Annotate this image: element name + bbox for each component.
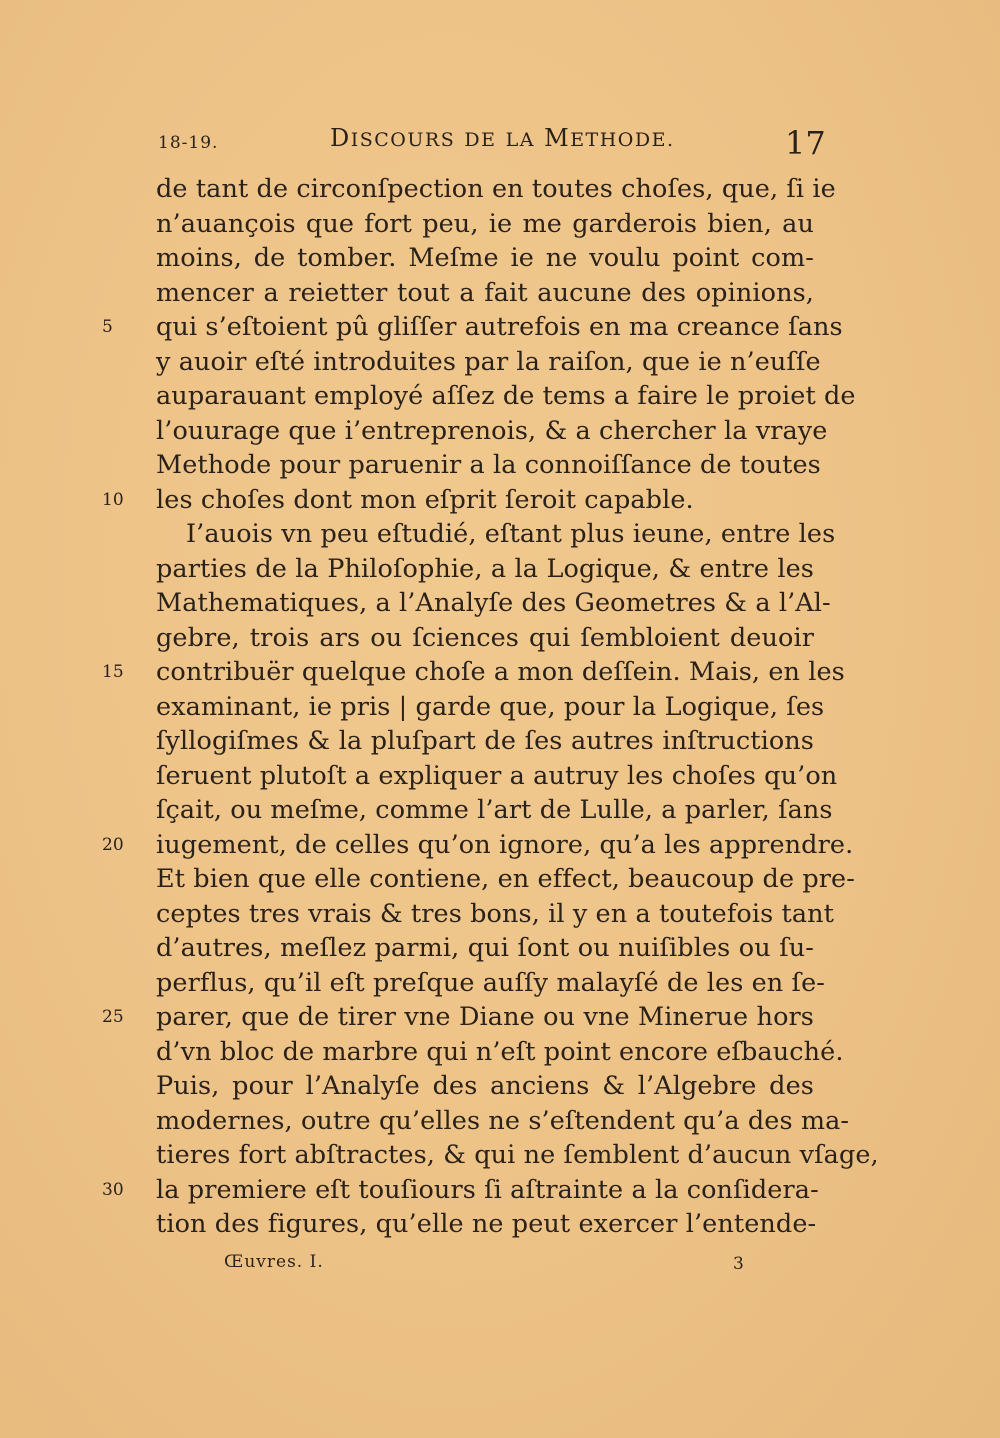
text-line	[156, 862, 855, 897]
text-line	[102, 1000, 814, 1035]
text-line	[156, 1069, 814, 1104]
text-line	[156, 276, 814, 311]
text-line	[156, 207, 814, 242]
line-text: tion des figures, qu’elle ne peut exercer l’entende-	[156, 1209, 817, 1239]
line-text: modernes, outre qu’elles ne s’eſtendent qu’a des ma-	[156, 1105, 850, 1136]
line-text: examinant, ie pris | garde que, pour la Logique, ſes	[156, 691, 825, 722]
line-text: y auoir eſté introduites par la raiſon, que ie n’euſſe	[156, 346, 821, 377]
line-number: 15	[102, 662, 124, 682]
text-line	[156, 345, 821, 380]
text-line	[156, 1104, 850, 1139]
line-text: Puis, pour l’Analyſe des anciens & l’Algebre des	[156, 1071, 814, 1101]
page-number: 17	[785, 124, 826, 162]
line-text: ſçait, ou meſme, comme l’art de Lulle, a parler, ſans	[156, 795, 833, 825]
line-number: 30	[102, 1179, 124, 1200]
running-title-initial-d: D	[330, 124, 351, 152]
line-text: les choſes dont mon eſprit ſeroit capable.	[156, 484, 694, 515]
text-line	[156, 793, 833, 828]
running-title-word-1: ISCOURS	[350, 129, 456, 151]
line-text: de tant de circonſpection en toutes choſes, que, ſi ie	[156, 174, 836, 204]
text-line	[156, 448, 821, 483]
text-line	[156, 172, 836, 207]
text-line	[156, 552, 814, 587]
line-text: Methode pour paruenir a la connoiſſance de toutes	[156, 450, 821, 480]
line-text: Et bien que elle contiene, en effect, beaucoup de pre-	[156, 864, 855, 894]
signature-mark: Œuvres. I.	[224, 1252, 324, 1272]
line-text: tieres fort abſtractes, & qui ne ſemblent d’aucun vſage,	[156, 1140, 879, 1170]
line-text: auparauant employé aſſez de tems a faire le proiet de	[156, 381, 856, 411]
line-text: mencer a reietter tout a fait aucune des opinions,	[156, 277, 814, 308]
line-number: 25	[102, 1007, 124, 1027]
text-line	[156, 897, 834, 932]
line-text: contribuër quelque choſe a mon deſſein. Mais, en les	[156, 657, 845, 687]
line-text: ſyllogiſmes & la pluſpart de ſes autres inſtructions	[156, 726, 814, 756]
line-text: d’autres, meſlez parmi, qui ſont ou nuiſibles ou ſu-	[156, 933, 814, 963]
line-text: gebre, trois ars ou ſciences qui ſembloient deuoir	[156, 622, 814, 653]
line-text: qui s’eſtoient pû gliſſer autrefois en ma creance ſans	[156, 312, 843, 342]
text-line	[156, 759, 838, 794]
line-number: 20	[102, 834, 124, 855]
running-title-initial-m: M	[544, 124, 571, 152]
text-line	[156, 241, 814, 276]
text-line	[156, 966, 825, 1001]
text-line	[156, 724, 814, 759]
text-body	[102, 172, 879, 1242]
running-title-word-3: LA	[505, 129, 535, 151]
line-text: Mathematiques, a l’Analyſe des Geometres & a l’Al-	[156, 588, 831, 618]
running-title-word-4: ETHODE.	[570, 129, 675, 151]
text-line	[102, 655, 845, 690]
text-line	[156, 1138, 879, 1173]
line-text: la premiere eſt touſiours ſi aſtrainte a la conſidera-	[156, 1174, 819, 1205]
line-number: 10	[102, 489, 124, 510]
signature-number: 3	[733, 1254, 744, 1274]
line-text: l’ouurage que i’entreprenois, & a chercher la vraye	[156, 415, 828, 446]
text-line	[156, 517, 836, 552]
line-text: parer, que de tirer vne Diane ou vne Minerue hors	[156, 1002, 814, 1032]
running-title-word-2: DE	[464, 129, 497, 151]
line-number: 5	[102, 317, 113, 337]
line-text: n’auançois que fort peu, ie me garderois bien, au	[156, 208, 814, 239]
line-text: I’auois vn peu eſtudié, eſtant plus ieune, entre les	[186, 519, 836, 549]
running-title	[330, 124, 675, 152]
line-text: perflus, qu’il eſt preſque auſſy malayſé de les en ſe-	[156, 967, 825, 998]
text-line	[102, 310, 843, 345]
line-text: ceptes tres vrais & tres bons, il y en a toutefois tant	[156, 898, 834, 929]
page-range: 18-19.	[158, 133, 219, 153]
text-line	[156, 621, 814, 656]
text-line	[156, 1207, 817, 1242]
text-line	[156, 690, 825, 725]
line-text: ſeruent plutoſt a expliquer a autruy les choſes qu’on	[156, 760, 838, 791]
text-line	[156, 586, 831, 621]
text-line	[156, 1035, 844, 1070]
text-line	[102, 1173, 819, 1208]
text-line	[102, 483, 814, 518]
line-text: iugement, de celles qu’on ignore, qu’a les apprendre.	[156, 829, 854, 860]
text-line	[156, 379, 856, 414]
text-line	[156, 414, 828, 449]
line-text: parties de la Philoſophie, a la Logique, & entre les	[156, 553, 814, 584]
text-line	[102, 828, 854, 863]
line-text: moins, de tomber. Meſme ie ne voulu point com-	[156, 243, 814, 273]
text-line	[156, 931, 814, 966]
line-text: d’vn bloc de marbre qui n’eſt point encore eſbauché.	[156, 1036, 844, 1067]
